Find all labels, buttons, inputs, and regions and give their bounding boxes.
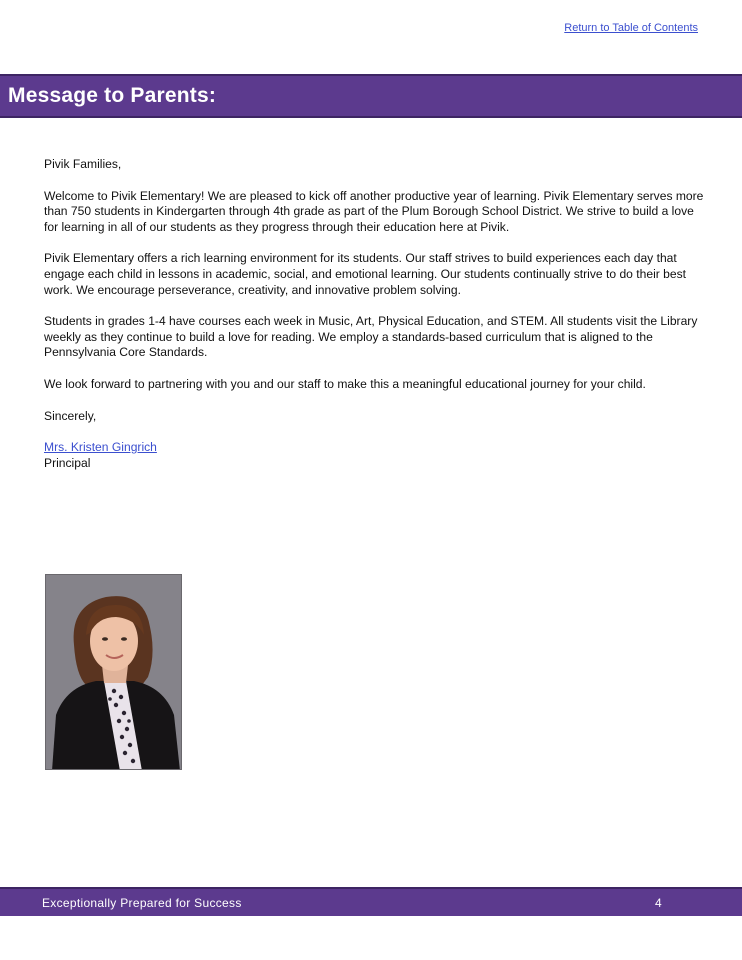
return-to-toc-link[interactable]: Return to Table of Contents bbox=[564, 22, 698, 34]
section-title: Message to Parents: bbox=[8, 84, 217, 107]
letter-paragraph-2: Pivik Elementary offers a rich learning environment for its students. Our staff strives to build experiences each day that engage each child in lessons in academic, social, and emotional learning. Our students continually strive to do their best work. We encourage perseverance, creativity, and innovative problem solving. bbox=[44, 251, 687, 297]
signature-block bbox=[44, 440, 704, 471]
principal-photo-illustration bbox=[46, 575, 182, 770]
letter-body bbox=[44, 157, 704, 471]
letter-paragraph-4: We look forward to partnering with you and our staff to make this a meaningful educational journey for your child. bbox=[44, 376, 646, 391]
letter-paragraph-3: Students in grades 1-4 have courses each week in Music, Art, Physical Education, and STEM. All students visit the Library weekly as they continue to build a love for reading. We employ a standards-based curriculum that is aligned to the Pennsylvania Core Standards. bbox=[44, 314, 698, 360]
letter-closing: Sincerely, bbox=[44, 408, 97, 423]
principal-title: Principal bbox=[44, 455, 91, 470]
letter-greeting: Pivik Families, bbox=[44, 157, 122, 171]
footer-tagline: Exceptionally Prepared for Success bbox=[42, 896, 242, 910]
footer-bar bbox=[0, 887, 742, 916]
page-number: 4 bbox=[655, 896, 662, 910]
principal-name-link[interactable]: Mrs. Kristen Gingrich bbox=[44, 440, 157, 455]
section-header-bar bbox=[0, 74, 742, 118]
letter-paragraph-1: Welcome to Pivik Elementary! We are pleased to kick off another productive year of learning. Pivik Elementary serves more than 750 students in Kindergarten through 4th grade as part of the Plum Borough School District. We strive to build a love for learning in all of our students as they progress through their education here at Pivik. bbox=[44, 188, 704, 234]
principal-photo bbox=[45, 574, 182, 770]
